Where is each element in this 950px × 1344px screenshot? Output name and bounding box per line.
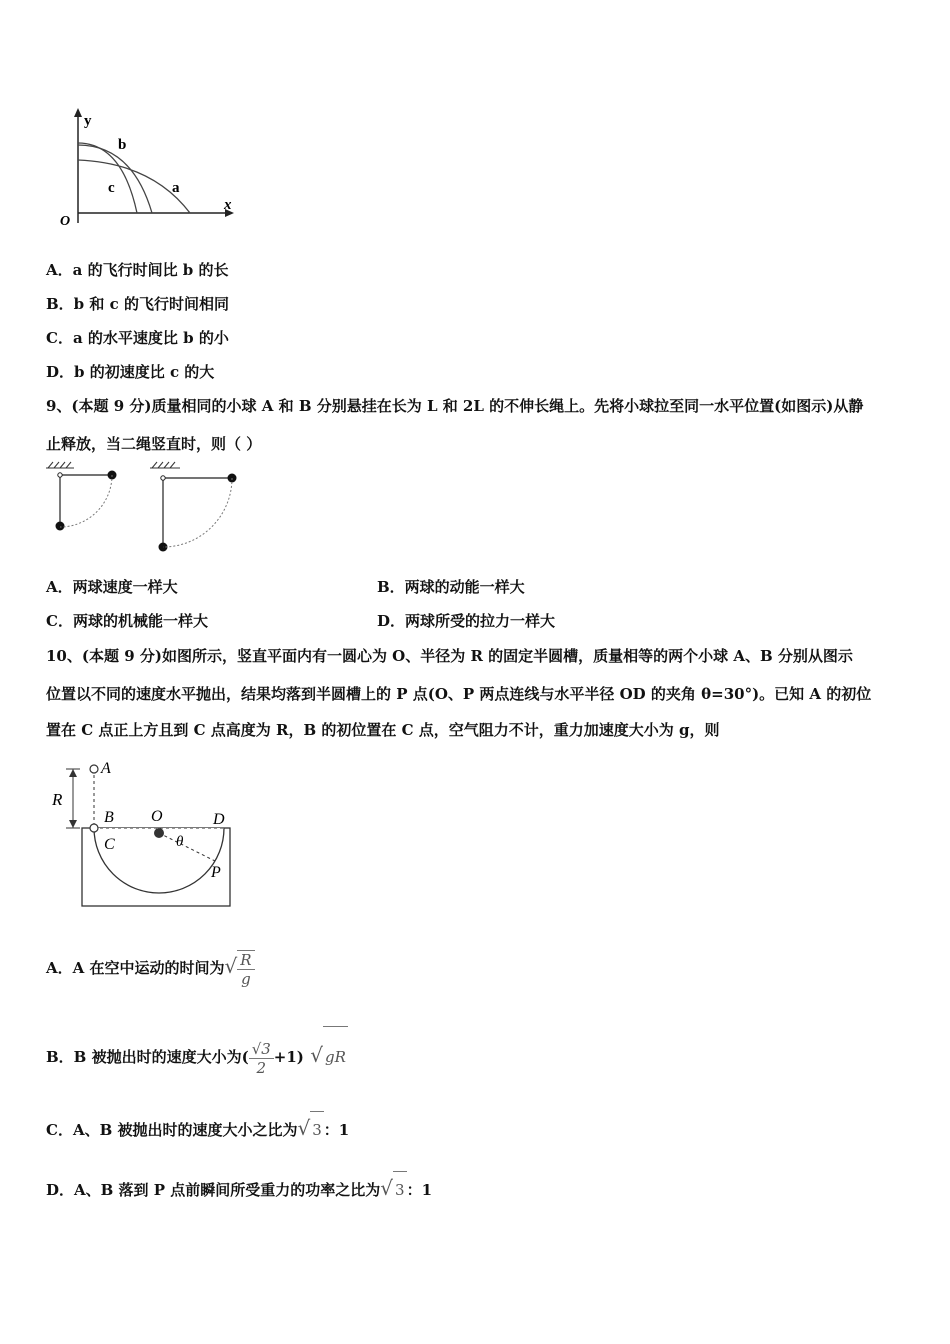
sqrt-icon: √	[224, 954, 238, 978]
label-P: P	[211, 864, 221, 881]
label-C: C	[104, 836, 115, 853]
pendulum-figure	[40, 460, 250, 560]
q10-option-c[interactable]	[46, 1110, 349, 1148]
q10-option-a[interactable]	[46, 940, 255, 994]
curve-c-label: c	[108, 180, 115, 196]
label-D: D	[213, 811, 225, 828]
q10-option-b-text: B．B 被抛出时的速度大小为(	[46, 1048, 249, 1066]
q10-option-d-radicand: 3	[393, 1171, 407, 1208]
q10-stem-line2: 位置以不同的速度水平抛出，结果均落到半圆槽上的 P 点(O、P 两点连线与水平半径 OD 的夹角 θ=30°)。已知 A 的初位	[46, 685, 872, 703]
x-axis-label: x	[224, 197, 232, 213]
groove-figure	[48, 755, 248, 915]
y-axis-label: y	[84, 113, 92, 129]
q10-option-d-tail: ：1	[406, 1181, 433, 1199]
fraction-den: g	[241, 970, 251, 988]
q10-option-c-tail: ：1	[323, 1121, 350, 1139]
q8-option-c[interactable]: C．a 的水平速度比 b 的小	[46, 329, 229, 347]
q10-stem-line1: 10、(本题 9 分)如图所示，竖直平面内有一圆心为 O、半径为 R 的固定半圆槽，质量相等的两个小球 A、B 分别从图示	[46, 647, 853, 665]
q10-option-a-fraction	[237, 950, 254, 988]
label-O: O	[151, 808, 163, 825]
q9-option-a[interactable]: A．两球速度一样大	[46, 578, 178, 596]
q10-option-b-tail: +1)	[273, 1048, 304, 1066]
q9-option-c[interactable]: C．两球的机械能一样大	[46, 612, 208, 630]
origin-label: O	[60, 214, 71, 229]
sqrt-icon: √	[303, 1043, 324, 1067]
q10-stem-line3: 置在 C 点正上方且到 C 点高度为 R，B 的初位置在 C 点，空气阻力不计，重力加速度大小为 g，则	[46, 721, 720, 739]
q9-option-d[interactable]: D．两球所受的拉力一样大	[377, 612, 556, 630]
curve-b-label: b	[118, 137, 127, 153]
fraction-num: R	[237, 951, 254, 970]
q10-option-d[interactable]	[46, 1170, 432, 1208]
q8-option-b[interactable]: B．b 和 c 的飞行时间相同	[46, 295, 229, 313]
label-R: R	[52, 790, 63, 809]
q10-option-b-fraction	[249, 1040, 274, 1077]
fraction-den: 2	[256, 1058, 267, 1077]
label-A: A	[101, 760, 111, 777]
sqrt-icon: √	[297, 1116, 311, 1140]
fraction-num: √3	[249, 1040, 274, 1059]
q8-option-d[interactable]: D．b 的初速度比 c 的大	[46, 363, 215, 381]
q8-option-a[interactable]: A．a 的飞行时间比 b 的长	[46, 261, 229, 279]
q9-stem-line2: 止释放，当二绳竖直时，则（ ）	[46, 435, 262, 453]
q10-option-d-text: D．A、B 落到 P 点前瞬间所受重力的功率之比为	[46, 1181, 381, 1199]
q10-option-b-radicand: gR	[323, 1026, 348, 1087]
q10-option-c-radicand: 3	[310, 1111, 324, 1148]
q10-option-c-text: C．A、B 被抛出时的速度大小之比为	[46, 1121, 298, 1139]
sqrt-icon: √	[380, 1176, 394, 1200]
label-B: B	[104, 809, 114, 826]
label-theta: θ	[176, 834, 184, 850]
q9-option-b[interactable]: B．两球的动能一样大	[377, 578, 525, 596]
q10-option-a-text: A．A 在空中运动的时间为	[46, 959, 225, 977]
q10-option-b[interactable]	[46, 1025, 348, 1087]
curve-a-label: a	[172, 180, 180, 196]
trajectory-figure	[52, 105, 242, 230]
q9-stem-line1: 9、(本题 9 分)质量相同的小球 A 和 B 分别悬挂在长为 L 和 2L 的不伸长绳上。先将小球拉至同一水平位置(如图示)从静	[46, 397, 864, 415]
